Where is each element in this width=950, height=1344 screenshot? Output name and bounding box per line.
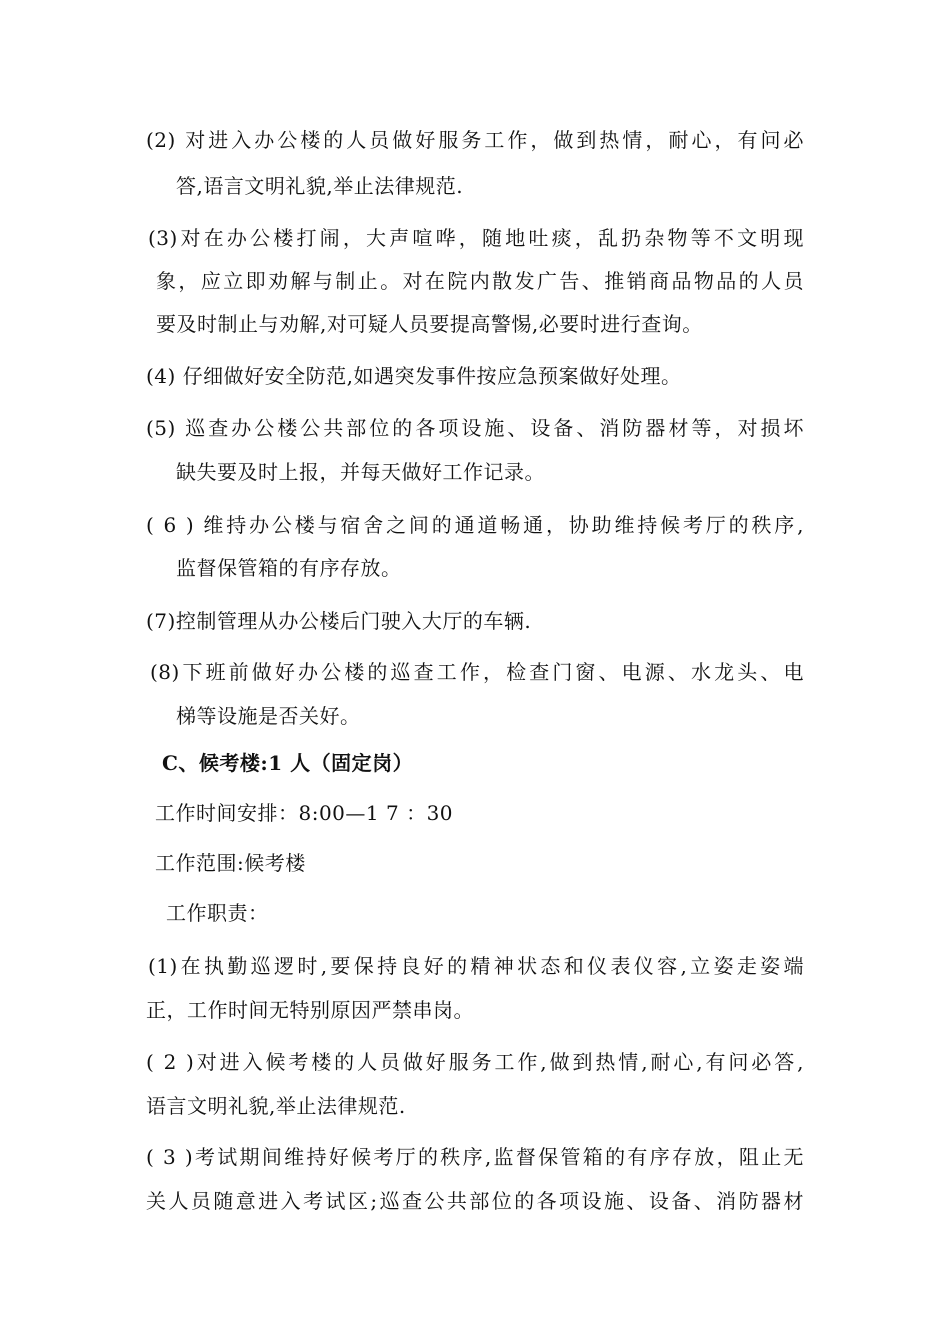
text-line: 答,语言文明礼貌,举止法律规范. — [176, 174, 464, 198]
section-heading: C、候考楼:1 人（固定岗） — [162, 751, 414, 775]
text-line: 工作范围:候考楼 — [155, 851, 306, 875]
text-line: (4) 仔细做好安全防范,如遇突发事件按应急预案做好处理。 — [146, 364, 682, 388]
text-line: (2) 对进入办公楼的人员做好服务工作，做到热情，耐心，有问必 — [146, 128, 804, 152]
text-line: (1)在执勤巡逻时,要保持良好的精神状态和仪表仪容,立姿走姿端 — [148, 954, 804, 978]
text-line: 缺失要及时上报，并每天做好工作记录。 — [176, 460, 545, 484]
text-line: ( 2 )对进入候考楼的人员做好服务工作,做到热情,耐心,有问必答, — [146, 1050, 804, 1074]
text-line: (8)下班前做好办公楼的巡查工作，检查门窗、电源、水龙头、电 — [150, 660, 804, 684]
text-line: ( 6 ) 维持办公楼与宿舍之间的通道畅通，协助维持候考厅的秩序, — [146, 513, 804, 537]
text-line: 要及时制止与劝解,对可疑人员要提高警惕,必要时进行查询。 — [156, 312, 703, 336]
text-line: (5) 巡查办公楼公共部位的各项设施、设备、消防器材等，对损坏 — [146, 416, 804, 440]
text-line: 关人员随意进入考试区;巡查公共部位的各项设施、设备、消防器材 — [146, 1189, 804, 1213]
text-line: 正，工作时间无特别原因严禁串岗。 — [146, 998, 474, 1022]
text-line: 语言文明礼貌,举止法律规范. — [146, 1094, 406, 1118]
text-line: (3)对在办公楼打闹，大声喧哗，随地吐痰，乱扔杂物等不文明现 — [148, 226, 804, 250]
text-line: 工作职责： — [166, 901, 269, 925]
text-line: 梯等设施是否关好。 — [176, 704, 361, 728]
text-line: (7)控制管理从办公楼后门驶入大厅的车辆. — [146, 609, 532, 633]
text-line: 象，应立即劝解与制止。对在院内散发广告、推销商品物品的人员 — [156, 269, 804, 293]
text-line: 工作时间安排：8:00—1 7 ：30 — [155, 801, 454, 825]
text-line: 监督保管箱的有序存放。 — [176, 556, 402, 580]
text-line: ( 3 )考试期间维持好候考厅的秩序,监督保管箱的有序存放，阻止无 — [146, 1145, 804, 1169]
